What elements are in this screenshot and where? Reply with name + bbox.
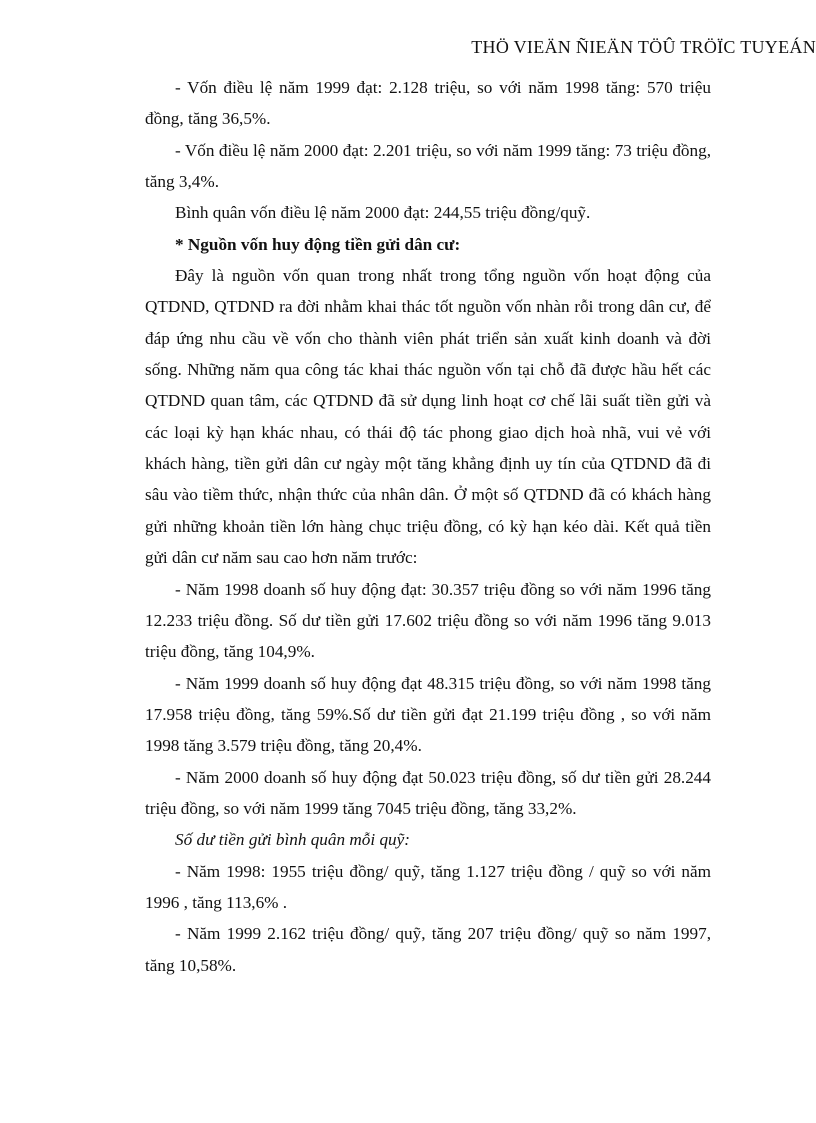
paragraph-average-deposits-1999: - Năm 1999 2.162 triệu đồng/ quỹ, tăng 207 triệu đồng/ quỹ so năm 1997, tăng 10,58%. (145, 924, 711, 975)
paragraph-deposits-2000: - Năm 2000 doanh số huy động đạt 50.023 triệu đồng, số dư tiền gửi 28.244 triệu đồng, so với năm 1999 tăng 7045 triệu đồng, tăng 33,2%. (145, 767, 711, 818)
paragraph-average-deposits-1998: - Năm 1998: 1955 triệu đồng/ quỹ, tăng 1.127 triệu đồng / quỹ so với năm 1996 , tăng 113,6% . (145, 861, 711, 912)
paragraph-charter-capital-2000: - Vốn điều lệ năm 2000 đạt: 2.201 triệu, so với năm 1999 tăng: 73 triệu đồng, tăng 3,4%. (145, 140, 711, 192)
subheading-average-deposits: Số dư tiền gửi bình quân mỗi quỹ: (175, 830, 411, 850)
paragraph-average-charter-capital: Bình quân vốn điều lệ năm 2000 đạt: 244,55 triệu đồng/quỹ. (175, 203, 591, 223)
paragraph-deposits-1999: - Năm 1999 doanh số huy động đạt 48.315 triệu đồng, so với năm 1998 tăng 17.958 triệu đồng, tăng 59%.Số dư tiền gửi đạt 21.199 triệu đồng , so với năm 1998 tăng 3.579 triệu đồng, tăng 20,4%. (145, 673, 711, 756)
paragraph-charter-capital-1999: - Vốn điều lệ năm 1999 đạt: 2.128 triệu, so với năm 1998 tăng: 570 triệu đồng, tăng 36,5%. (145, 78, 711, 129)
paragraph-deposits-intro: Đây là nguồn vốn quan trong nhất trong tổng nguồn vốn hoạt động của QTDND, QTDND ra đời nhằm khai thác tốt nguồn vốn nhàn rỗi trong dân cư, để đáp ứng nhu cầu về vốn cho thành viên phát triển sản xuất kinh doanh và đời sống. Những năm qua công tác khai thác nguồn vốn tại chỗ đã được hầu hết các QTDND quan tâm, các QTDND đã sử dụng linh hoạt cơ chế lãi suất tiền gửi và các loại kỳ hạn khác nhau, có thái độ tác phong giao dịch hoà nhã, vui vẻ với khách hàng, tiền gửi dân cư ngày một tăng khẳng định uy tín của QTDND đã đi sâu vào tiềm thức, nhận thức của nhân dân. Ở một số QTDND đã có khách hàng gửi những khoản tiền lớn hàng chục triệu đồng, có kỳ hạn kéo dài. Kết quả tiền gửi dân cư năm sau cao hơn năm trước: (145, 266, 711, 568)
body-text (145, 72, 711, 981)
page-header: THÖ VIEÄN ÑIEÄN TÖÛ TRÖÏC TUYEÁN (471, 37, 816, 57)
paragraph-deposits-1998: - Năm 1998 doanh số huy động đạt: 30.357 triệu đồng so với năm 1996 tăng 12.233 triệu đồng. Số dư tiền gửi 17.602 triệu đồng so với năm 1996 tăng 9.013 triệu đồng, tăng 104,9%. (145, 579, 711, 662)
section-heading-deposits: * Nguồn vốn huy động tiền gửi dân cư: (175, 234, 461, 254)
